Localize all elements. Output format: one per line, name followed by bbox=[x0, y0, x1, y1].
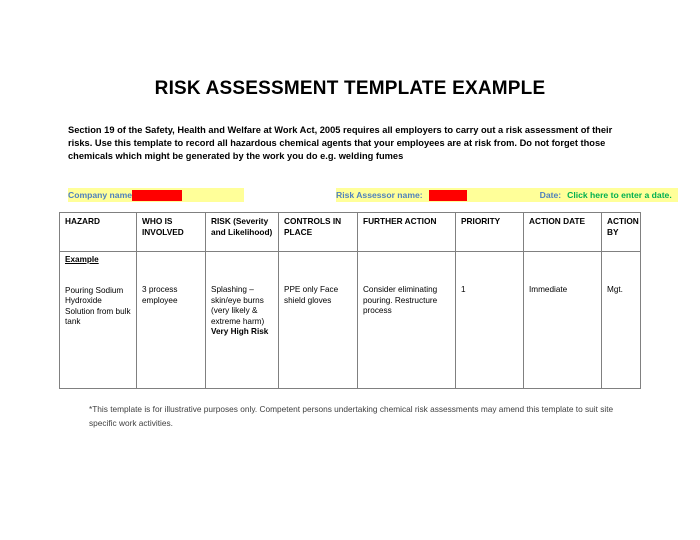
column-header-risk: RISK (Severity and Likelihood) bbox=[206, 213, 279, 252]
date-field-pad-right bbox=[672, 188, 678, 202]
company-name-field[interactable] bbox=[132, 188, 182, 202]
cell-hazard-text: Pouring Sodium Hydroxide Solution from bulk tank bbox=[65, 285, 131, 327]
company-name-field-filler[interactable] bbox=[182, 188, 244, 202]
column-header-controls-in-place: CONTROLS IN PLACE bbox=[279, 213, 358, 252]
footnote: *This template is for illustrative purposes only. Competent persons undertaking chemical risk assessments may amend this template to suit site specific work activities. bbox=[89, 404, 614, 428]
column-header-action-date: ACTION DATE bbox=[524, 213, 602, 252]
risk-rating: Very High Risk bbox=[211, 327, 269, 337]
risk-assessor-name-field[interactable] bbox=[429, 188, 467, 202]
risk-assessor-redacted-value bbox=[429, 190, 467, 201]
intro-paragraph: Section 19 of the Safety, Health and Welfare at Work Act, 2005 requires all employers to carry out a risk assessment of their risks. Use this template to record all hazardous chemical agents that your employees are at risk from. Do not forget those chemicals which might be generated by the work you do e.g. welding fumes bbox=[68, 125, 613, 162]
assessor-field-filler[interactable] bbox=[467, 188, 540, 202]
column-header-priority: PRIORITY bbox=[456, 213, 524, 252]
table-row bbox=[60, 252, 641, 389]
date-label: Date: bbox=[539, 190, 562, 200]
cell-who-is-involved[interactable]: 3 process employee bbox=[137, 252, 206, 389]
column-header-who-is-involved: WHO IS INVOLVED bbox=[137, 213, 206, 252]
cell-action-by[interactable]: Mgt. bbox=[602, 252, 641, 389]
cell-controls-in-place[interactable]: PPE only Face shield gloves bbox=[279, 252, 358, 389]
cell-risk-text: Splashing – skin/eye burns (very likely & extreme harm) bbox=[211, 285, 265, 326]
date-picker-field[interactable]: Click here to enter a date. bbox=[567, 190, 672, 200]
column-header-hazard: HAZARD bbox=[60, 213, 137, 252]
column-header-further-action: FURTHER ACTION bbox=[358, 213, 456, 252]
example-label: Example bbox=[65, 255, 99, 264]
cell-action-date[interactable]: Immediate bbox=[524, 252, 602, 389]
cell-further-action[interactable]: Consider eliminating pouring. Restructure process bbox=[358, 252, 456, 389]
cell-priority[interactable]: 1 bbox=[456, 252, 524, 389]
column-header-action-by: ACTION BY bbox=[602, 213, 641, 252]
document-info-line bbox=[68, 188, 672, 202]
cell-risk[interactable] bbox=[206, 252, 279, 389]
risk-assessor-name-label: Risk Assessor name: bbox=[336, 190, 423, 200]
table-header-row bbox=[60, 213, 641, 252]
company-name-label: Company name bbox=[68, 190, 132, 200]
company-name-redacted-value bbox=[132, 190, 182, 201]
info-line-gap bbox=[244, 188, 336, 202]
page-title: RISK ASSESSMENT TEMPLATE EXAMPLE bbox=[154, 78, 546, 99]
risk-assessment-table bbox=[59, 212, 641, 389]
cell-hazard[interactable] bbox=[60, 252, 137, 389]
